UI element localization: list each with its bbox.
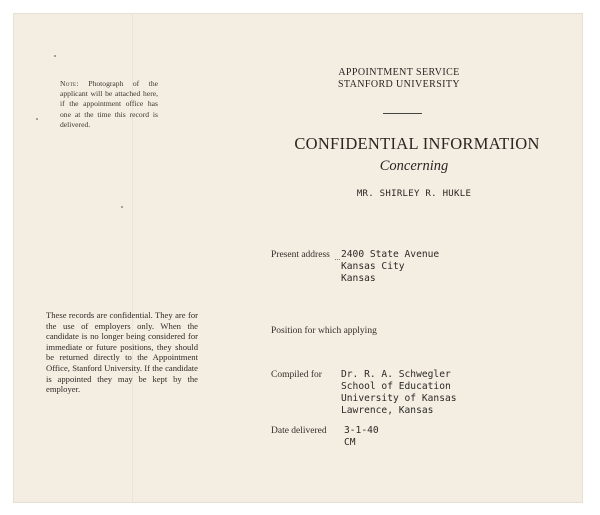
date-delivered-label: Date delivered <box>271 426 327 436</box>
paper-speck <box>54 55 56 57</box>
compiled-for-line-3: University of Kansas <box>341 393 457 404</box>
compiled-for-line-1: Dr. R. A. Schwegler <box>341 369 451 380</box>
address-line-1: 2400 State Avenue <box>341 249 440 260</box>
paper-speck <box>121 206 123 208</box>
document-page <box>14 14 582 502</box>
header-divider <box>383 113 422 114</box>
position-label: Position for which applying <box>271 326 377 336</box>
compiled-for-label: Compiled for <box>271 370 322 380</box>
date-delivered-value <box>344 425 379 449</box>
present-address-leader <box>335 259 340 260</box>
header-line-2: STANFORD UNIVERSITY <box>337 78 461 90</box>
compiled-for-line-4: Lawrence, Kansas <box>341 405 434 416</box>
compiled-for-line-2: School of Education <box>341 381 451 392</box>
document-title: CONFIDENTIAL INFORMATION <box>294 134 540 153</box>
header-line-1: APPOINTMENT SERVICE <box>338 67 460 78</box>
present-address-label: Present address <box>271 250 330 260</box>
photo-note-text: Photograph of the applicant will be attached here, if the appointment office has one at the time this record is delivered. <box>60 79 158 129</box>
address-line-2: Kansas City <box>341 261 405 272</box>
paper-speck <box>36 118 38 120</box>
date-delivered-date: 3-1-40 <box>344 425 379 436</box>
compiled-for-value <box>341 369 457 417</box>
photo-note <box>60 79 158 130</box>
appointment-service-header <box>314 67 484 90</box>
candidate-name: MR. SHIRLEY R. HUKLE <box>356 189 472 199</box>
confidential-notice: These records are confidential. They are for the use of employers only. When the candidate is no longer being considered for immediate or future positions, they should be returned directly to the Appointment Office, Stanford University. If the candidate is appointed they may be kept by the employer. <box>46 310 198 395</box>
date-delivered-initials: CM <box>344 437 356 448</box>
present-address-value <box>341 249 439 285</box>
photo-note-label: Note: <box>60 79 79 88</box>
address-line-3: Kansas <box>341 273 376 284</box>
document-subtitle: Concerning <box>379 158 449 174</box>
